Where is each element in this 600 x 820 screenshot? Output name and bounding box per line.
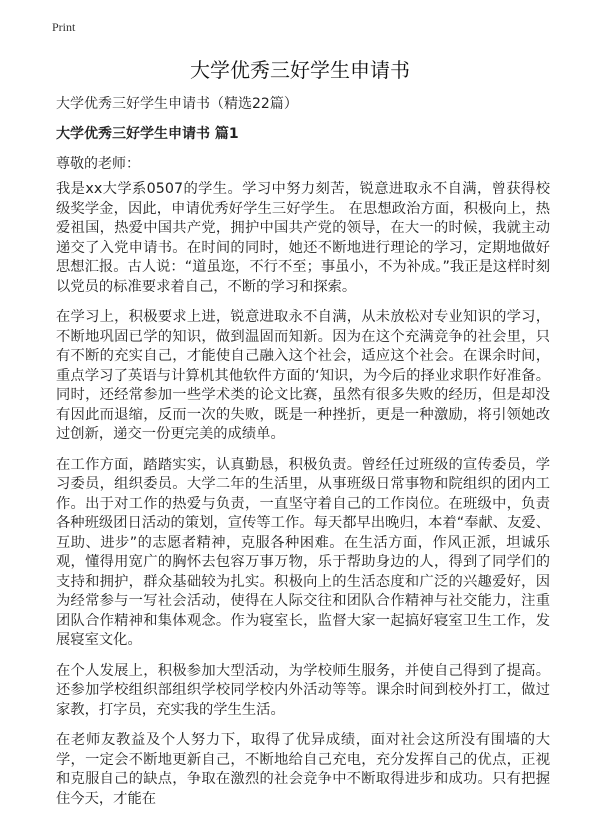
greeting: 尊敬的老师： [56,156,140,172]
paragraph: 在老师友教益及个人努力下，取得了优异成绩，面对社会这所没有围墙的大学，一定会不断地更新自己，不断地给自己充电，充分发挥自己的优点，正视和克服自己的缺点，争取在激烈的社会竞争中不断取得进步和成功。只有把握住今天，才能在 [56,732,550,807]
print-link[interactable]: Print [52,20,76,34]
document-body [56,180,550,820]
section-heading: 大学优秀三好学生申请书 篇1 [56,126,239,142]
document-title: 大学优秀三好学生申请书 [190,58,410,82]
paragraph: 在工作方面，踏踏实实，认真勤恳，积极负责。曾经任过班级的宣传委员，学习委员，组织委员。大学二年的生活里，从事班级日常事物和院组织的团内工作。出于对工作的热爱与负责，一直坚守着自己的工作岗位。在班级中，负责各种班级团日活动的策划，宣传等工作。每天都早出晚归，本着“奉献、友爱、互助、进步”的志愿者精神，克服各种困难。在生活方面，作风正派，坦诚乐观，懂得用宽广的胸怀去包容万事万物，乐于帮助身边的人，得到了同学们的支持和拥护，群众基础较为扎实。积极向上的生活态度和广泛的兴趣爱好，因为经常参与一写社会活动，使得在人际交往和团队合作精神与社交能力，注重团队合作精神和集体观念。作为寝室长，监督大家一起搞好寝室卫生工作，发展寝室文化。 [56,456,550,648]
paragraph: 我是xx大学系0507的学生。学习中努力刻苦，锐意进取永不自满，曾获得校级奖学金，因此，申请优秀好学生三好学生。 在思想政治方面，积极向上，热爱祖国，热爱中国共产党，拥护中国共产党的领导，在大一的时候，我就主动递交了入党申请书。在时间的同时，她还不断地进行理论的学习，定期地做好思想汇报。古人说：“道虽迩，不行不至；事虽小，不为补成。”我正是这样时刻以党员的标准要求着自己，不断的学习和探索。 [56,181,550,295]
paragraph: 在个人发展上，积极参加大型活动，为学校师生服务，并使自己得到了提高。还参加学校组织部组织学校同学校内外活动等等。课余时间到校外打工，做过家教，打字员，充实我的学生生活。 [56,662,550,718]
paragraph: 在学习上，积极要求上进，锐意进取永不自满，从未放松对专业知识的学习，不断地巩固已学的知识，做到温固而知新。因为在这个充满竞争的社会里，只有不断的充实自己，才能使自己融入这个社会，适应这个社会。在课余时间，重点学习了英语与计算机其他软件方面的‘知识，为今后的择业求职作好准备。同时，还经常参加一些学术类的论文比赛，虽然有很多失败的经历，但是却没有因此而退缩，反而一次的失败，既是一种挫折，更是一种激励，将引领她改过创新，递交一份更完美的成绩单。 [56,309,550,442]
document-subtitle: 大学优秀三好学生申请书（精选22篇） [56,96,298,112]
